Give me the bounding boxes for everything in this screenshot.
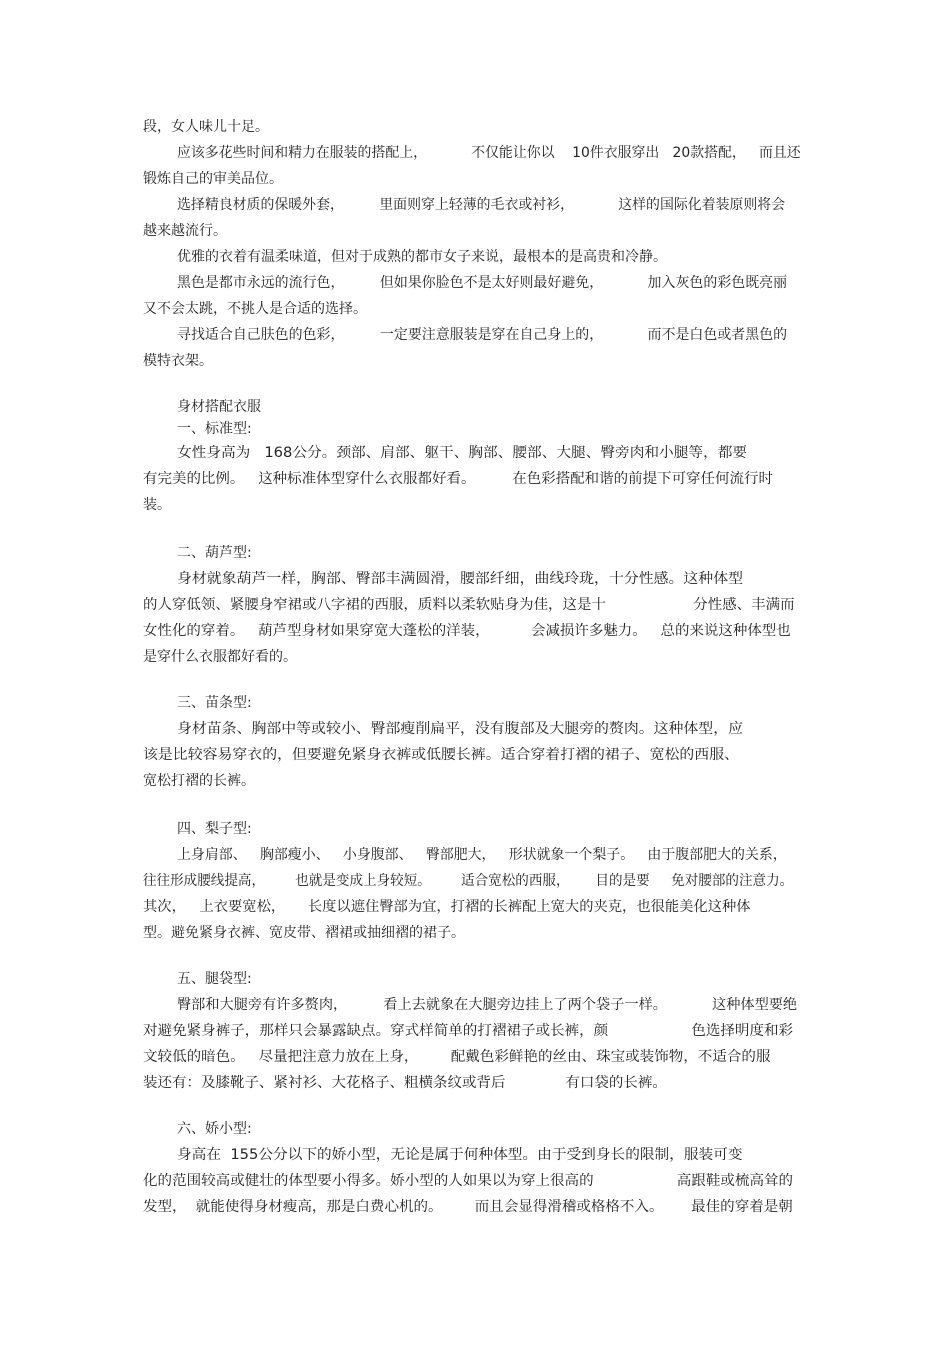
text-line: 上身肩部、 胸部瘦小、 小身腹部、 臀部肥大， 形状就象一个梨子。 由于腹部肥大的关系，: [177, 847, 787, 863]
text-line: 往往形成腰线提高， 也就是变成上身较短。 适合宽松的西服， 目的是要 免对腰部的注意力。: [143, 873, 794, 889]
text-line: 发型， 就能使得身材瘦高，那是白费心机的。 而且会显得滑稽或格格不入。 最佳的穿着是朝: [143, 1199, 793, 1215]
text-line: 臀部和大腿旁有许多赘肉， 看上去就象在大腿旁边挂上了两个袋子一样。 这种体型要绝: [177, 997, 798, 1013]
subsection-heading: 三、苗条型:: [177, 695, 252, 711]
subsection-heading: 一、标准型:: [177, 421, 252, 437]
text-line: 女性化的穿着。 葫芦型身材如果穿宽大蓬松的洋装， 会减损许多魅力。 总的来说这种体型也: [143, 623, 791, 639]
text-line: 身高在 155公分以下的娇小型，无论是属于何种体型。由于受到身长的限制，服装可变: [177, 1147, 743, 1163]
text-line: 模特衣架。: [143, 353, 213, 369]
text-line: 段，女人味儿十足。: [143, 119, 269, 135]
text-line: 选择精良材质的保暖外套， 里面则穿上轻薄的毛衣或衬衫， 这样的国际化着装原则将会: [177, 197, 786, 213]
text-line: 型。避免紧身衣裤、宽皮带、褶裙或抽细褶的裙子。: [143, 925, 465, 941]
text-line: 寻找适合自己肤色的色彩， 一定要注意服装是穿在自己身上的， 而不是白色或者黑色的: [177, 327, 788, 343]
text-line: 越来越流行。: [143, 223, 227, 239]
text-line: 宽松打褶的长裤。: [143, 773, 255, 789]
text-line: 黑色是都市永远的流行色， 但如果你脸色不是太好则最好避免， 加入灰色的彩色既亮丽: [177, 275, 788, 291]
section-heading: 身材搭配衣服: [177, 399, 261, 415]
text-line: 文较低的暗色。 尽量把注意力放在上身， 配戴色彩鲜艳的丝由、珠宝或装饰物，不适合的服: [143, 1049, 771, 1065]
text-line: 有完美的比例。 这种标准体型穿什么衣服都好看。 在色彩搭配和谐的前提下可穿任何流行时: [143, 471, 773, 487]
subsection-heading: 六、娇小型:: [177, 1121, 252, 1137]
text-line: 装还有：及膝靴子、紧衬衫、大花格子、粗横条纹或背后 有口袋的长裤。: [143, 1075, 667, 1091]
text-line: 对避免紧身裤子，那样只会暴露缺点。穿式样简单的打褶裙子或长裤，颜 色选择明度和彩: [143, 1023, 794, 1039]
subsection-heading: 五、腿袋型:: [177, 971, 252, 987]
text-line: 应该多花些时间和精力在服装的搭配上， 不仅能让你以 10件衣服穿出 20款搭配， 而且还: [177, 145, 801, 161]
text-line: 又不会太跳，不挑人是合适的选择。: [143, 301, 367, 317]
subsection-heading: 四、梨子型:: [177, 821, 252, 837]
text-line: 身材就象葫芦一样，胸部、臀部丰满圆滑，腰部纤细，曲线玲珑，十分性感。这种体型: [177, 571, 743, 587]
text-line: 是穿什么衣服都好看的。: [143, 649, 297, 665]
text-line: 其次， 上衣要宽松， 长度以遮住臀部为宜，打褶的长裤配上宽大的夹克，也很能美化这种体: [143, 899, 751, 915]
text-line: 装。: [143, 497, 171, 513]
text-line: 身材苗条、胸部中等或较小、臀部瘦削扁平，没有腹部及大腿旁的赘肉。这种体型，应: [177, 721, 743, 737]
subsection-heading: 二、葫芦型:: [177, 545, 252, 561]
text-line: 该是比较容易穿衣的，但要避免紧身衣裤或低腰长裤。适合穿着打褶的裙子、宽松的西服、: [143, 747, 740, 763]
text-line: 的人穿低领、紧腰身窄裙或八字裙的西服，质料以柔软贴身为佳，这是十 分性感、丰满而: [143, 597, 795, 613]
text-line: 优雅的衣着有温柔味道，但对于成熟的都市女子来说，最根本的是高贵和冷静。: [177, 249, 667, 265]
text-line: 女性身高为 168公分。颈部、肩部、躯干、胸部、腰部、大腿、臀旁肉和小腿等，都要: [177, 445, 748, 461]
text-line: 锻炼自己的审美品位。: [143, 171, 283, 187]
text-line: 化的范围较高或健壮的体型要小得多。娇小型的人如果以为穿上很高的 高跟鞋或梳高耸的: [143, 1173, 794, 1189]
